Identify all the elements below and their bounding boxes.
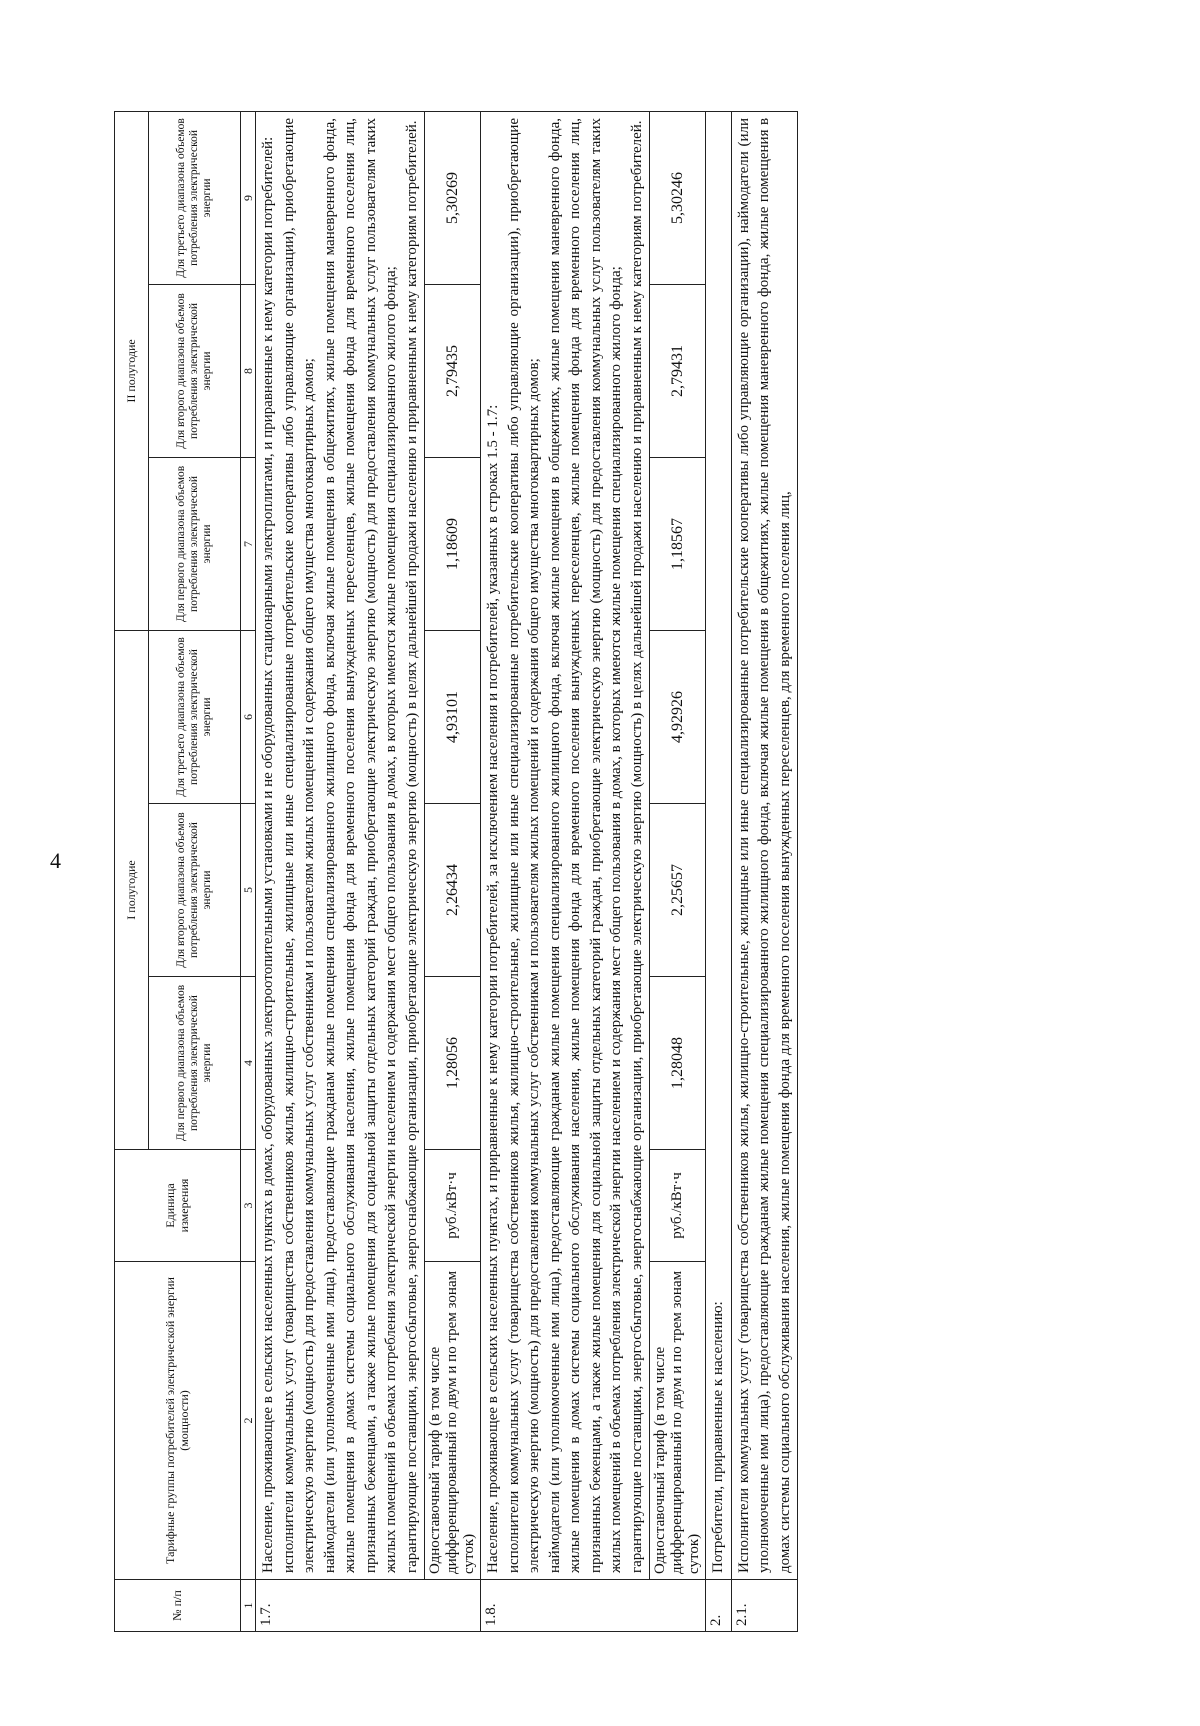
- header-range-1-h1: Для первого диапазона объемов потребления электрической энергии: [149, 977, 241, 1150]
- row-description: [731, 111, 798, 1579]
- header-unit: Единица измерения: [115, 1150, 241, 1262]
- header-range-3-h1: Для третьего диапазона объемов потребления электрической энергии: [149, 630, 241, 803]
- unit-cell: руб./кВт·ч: [425, 1150, 481, 1262]
- header-groups: Тарифные группы потребителей электрической энергии (мощности): [115, 1262, 241, 1580]
- description-paragraph: наймодатели (или уполномоченные ими лица), предоставляющие гражданам жилые помещения специализированного жилищного фонда, включая жилые помещения в общежитиях, жилые помещения маневренного фонда, жилые помещения в домах системы социального обслуживания населения, жилые помещения фонда для временного поселения вынужденных переселенцев, жилые помещения фонда для временного поселения лиц, признанных беженцами, а также жилые помещения для социальной защиты отдельных категорий граждан, приобретающие электрическую энергию (мощность) для предоставления коммунальных услуг пользователям таких жилых помещений в объемах потребления электрической энергии населением и содержания мест общего пользования в домах, в которых имеются жилые помещения специализированного жилого фонда;: [546, 117, 624, 1573]
- tariff-table: [114, 111, 798, 1632]
- row-description: Потребители, приравненные к населению:: [706, 111, 732, 1579]
- page-number: 4: [50, 848, 61, 873]
- row-description: [481, 111, 650, 1579]
- description-paragraph: Население, проживающее в сельских населенных пунктах, и приравненные к нему категории потребителей, за исключением населения и потребителей, указанных в строках 1.5 - 1.7:: [485, 404, 501, 1573]
- column-number: 1: [241, 1580, 256, 1632]
- row-number: 2.1.: [731, 1580, 798, 1632]
- value-cell: 2,79435: [425, 284, 481, 457]
- unit-cell: руб./кВт·ч: [650, 1150, 706, 1262]
- value-cell: 1,28056: [425, 977, 481, 1150]
- row-number: 1.7.: [256, 1580, 481, 1632]
- description-paragraph: гарантирующие поставщики, энергосбытовые, энергоснабжающие организации, приобретающие электрическую энергию (мощность) в целях дальнейшей продажи населению и приравненным к нему категориям потребителей.: [403, 120, 420, 1573]
- description-paragraph: исполнители коммунальных услуг (товарищества собственников жилья, жилищно-строительные, жилищные или иные специализированные потребительские кооперативы либо управляющие организации), приобретающие электрическую энергию (мощность) для предоставления коммунальных услуг собственникам и пользователям жилых помещений и содержания общего имущества многоквартирных домов;: [280, 117, 317, 1573]
- value-cell: 1,28048: [650, 977, 706, 1150]
- description-paragraph: Исполнители коммунальных услуг (товарищества собственников жилья, жилищно-строительные, жилищные или иные специализированные потребительские кооперативы либо управляющие организации), наймодатели (или уполномоченные ими лица), предоставляющие гражданам жилые помещения специализированного жилищного фонда, включая жилые помещения в общежитиях, жилые помещения маневренного фонда, жилые помещения в домах системы социального обслуживания населения, жилые помещения фонда для временного поселения вынужденных переселенцев, для временного поселения лиц,: [735, 117, 793, 1573]
- column-number: 8: [241, 284, 256, 457]
- row-number: 1.8.: [481, 1580, 706, 1632]
- tariff-label: Одноставочный тариф (в том числе дифференцированный по двум и по трем зонам суток): [650, 1262, 706, 1580]
- tariff-label: Одноставочный тариф (в том числе дифференцированный по двум и по трем зонам суток): [425, 1262, 481, 1580]
- header-half-2: II полугодие: [115, 111, 149, 630]
- value-cell: 5,30246: [650, 111, 706, 284]
- tariff-values-row-1-8: [650, 111, 706, 1631]
- value-cell: 4,92926: [650, 630, 706, 803]
- header-range-1-h2: Для первого диапазона объемов потребления электрической энергии: [149, 457, 241, 630]
- value-cell: 2,25657: [650, 804, 706, 977]
- description-paragraph: исполнители коммунальных услуг (товарищества собственников жилья, жилищно-строительные, жилищные или иные специализированные потребительские кооперативы либо управляющие организации), приобретающие электрическую энергию (мощность) для предоставления коммунальных услуг собственникам и пользователям жилых помещений и содержания общего имущества многоквартирных домов;: [505, 117, 542, 1573]
- rotated-tariff-table-page: [114, 112, 1054, 1632]
- table-row-2-1: [731, 111, 798, 1631]
- table-row-1-7: [256, 111, 425, 1631]
- column-number: 3: [241, 1150, 256, 1262]
- column-number: 6: [241, 630, 256, 803]
- column-numbers-row: [241, 111, 256, 1631]
- tariff-values-row-1-7: [425, 111, 481, 1631]
- table-row-1-8: [481, 111, 650, 1631]
- header-no: № п/п: [115, 1580, 241, 1632]
- value-cell: 4,93101: [425, 630, 481, 803]
- column-number: 7: [241, 457, 256, 630]
- header-half-1: I полугодие: [115, 630, 149, 1149]
- value-cell: 5,30269: [425, 111, 481, 284]
- row-number: 2.: [706, 1580, 732, 1632]
- table-row-2: [706, 111, 732, 1631]
- column-number: 9: [241, 111, 256, 284]
- header-range-3-h2: Для третьего диапазона объемов потребления электрической энергии: [149, 111, 241, 284]
- header-range-2-h1: Для второго диапазона объемов потребления электрической энергии: [149, 804, 241, 977]
- description-paragraph: наймодатели (или уполномоченные ими лица), предоставляющие гражданам жилые помещения специализированного жилищного фонда, включая жилые помещения в общежитиях, жилые помещения маневренного фонда, жилые помещения в домах системы социального обслуживания населения, жилые помещения фонда для временного поселения вынужденных переселенцев, жилые помещения фонда для временного поселения лиц, признанных беженцами, а также жилые помещения для социальной защиты отдельных категорий граждан, приобретающие электрическую энергию (мощность) для предоставления коммунальных услуг пользователям таких жилых помещений в объемах потребления электрической энергии населением и содержания мест общего пользования в домах, в которых имеются жилые помещения специализированного жилого фонда;: [321, 117, 399, 1573]
- value-cell: 2,79431: [650, 284, 706, 457]
- column-number: 2: [241, 1262, 256, 1580]
- description-paragraph: Население, проживающее в сельских населенных пунктах в домах, оборудованных электроотопительными установками и не оборудованных стационарными электроплитами, и приравненные к нему категории потребителей:: [260, 136, 276, 1573]
- column-number: 5: [241, 804, 256, 977]
- description-paragraph: гарантирующие поставщики, энергосбытовые, энергоснабжающие организации, приобретающие электрическую энергию (мощность) в целях дальнейшей продажи населению и приравненным к нему категориям потребителей.: [628, 120, 645, 1573]
- value-cell: 2,26434: [425, 804, 481, 977]
- header-row-top: [115, 111, 149, 1631]
- value-cell: 1,18609: [425, 457, 481, 630]
- value-cell: 1,18567: [650, 457, 706, 630]
- column-number: 4: [241, 977, 256, 1150]
- header-range-2-h2: Для второго диапазона объемов потребления электрической энергии: [149, 284, 241, 457]
- row-description: [256, 111, 425, 1579]
